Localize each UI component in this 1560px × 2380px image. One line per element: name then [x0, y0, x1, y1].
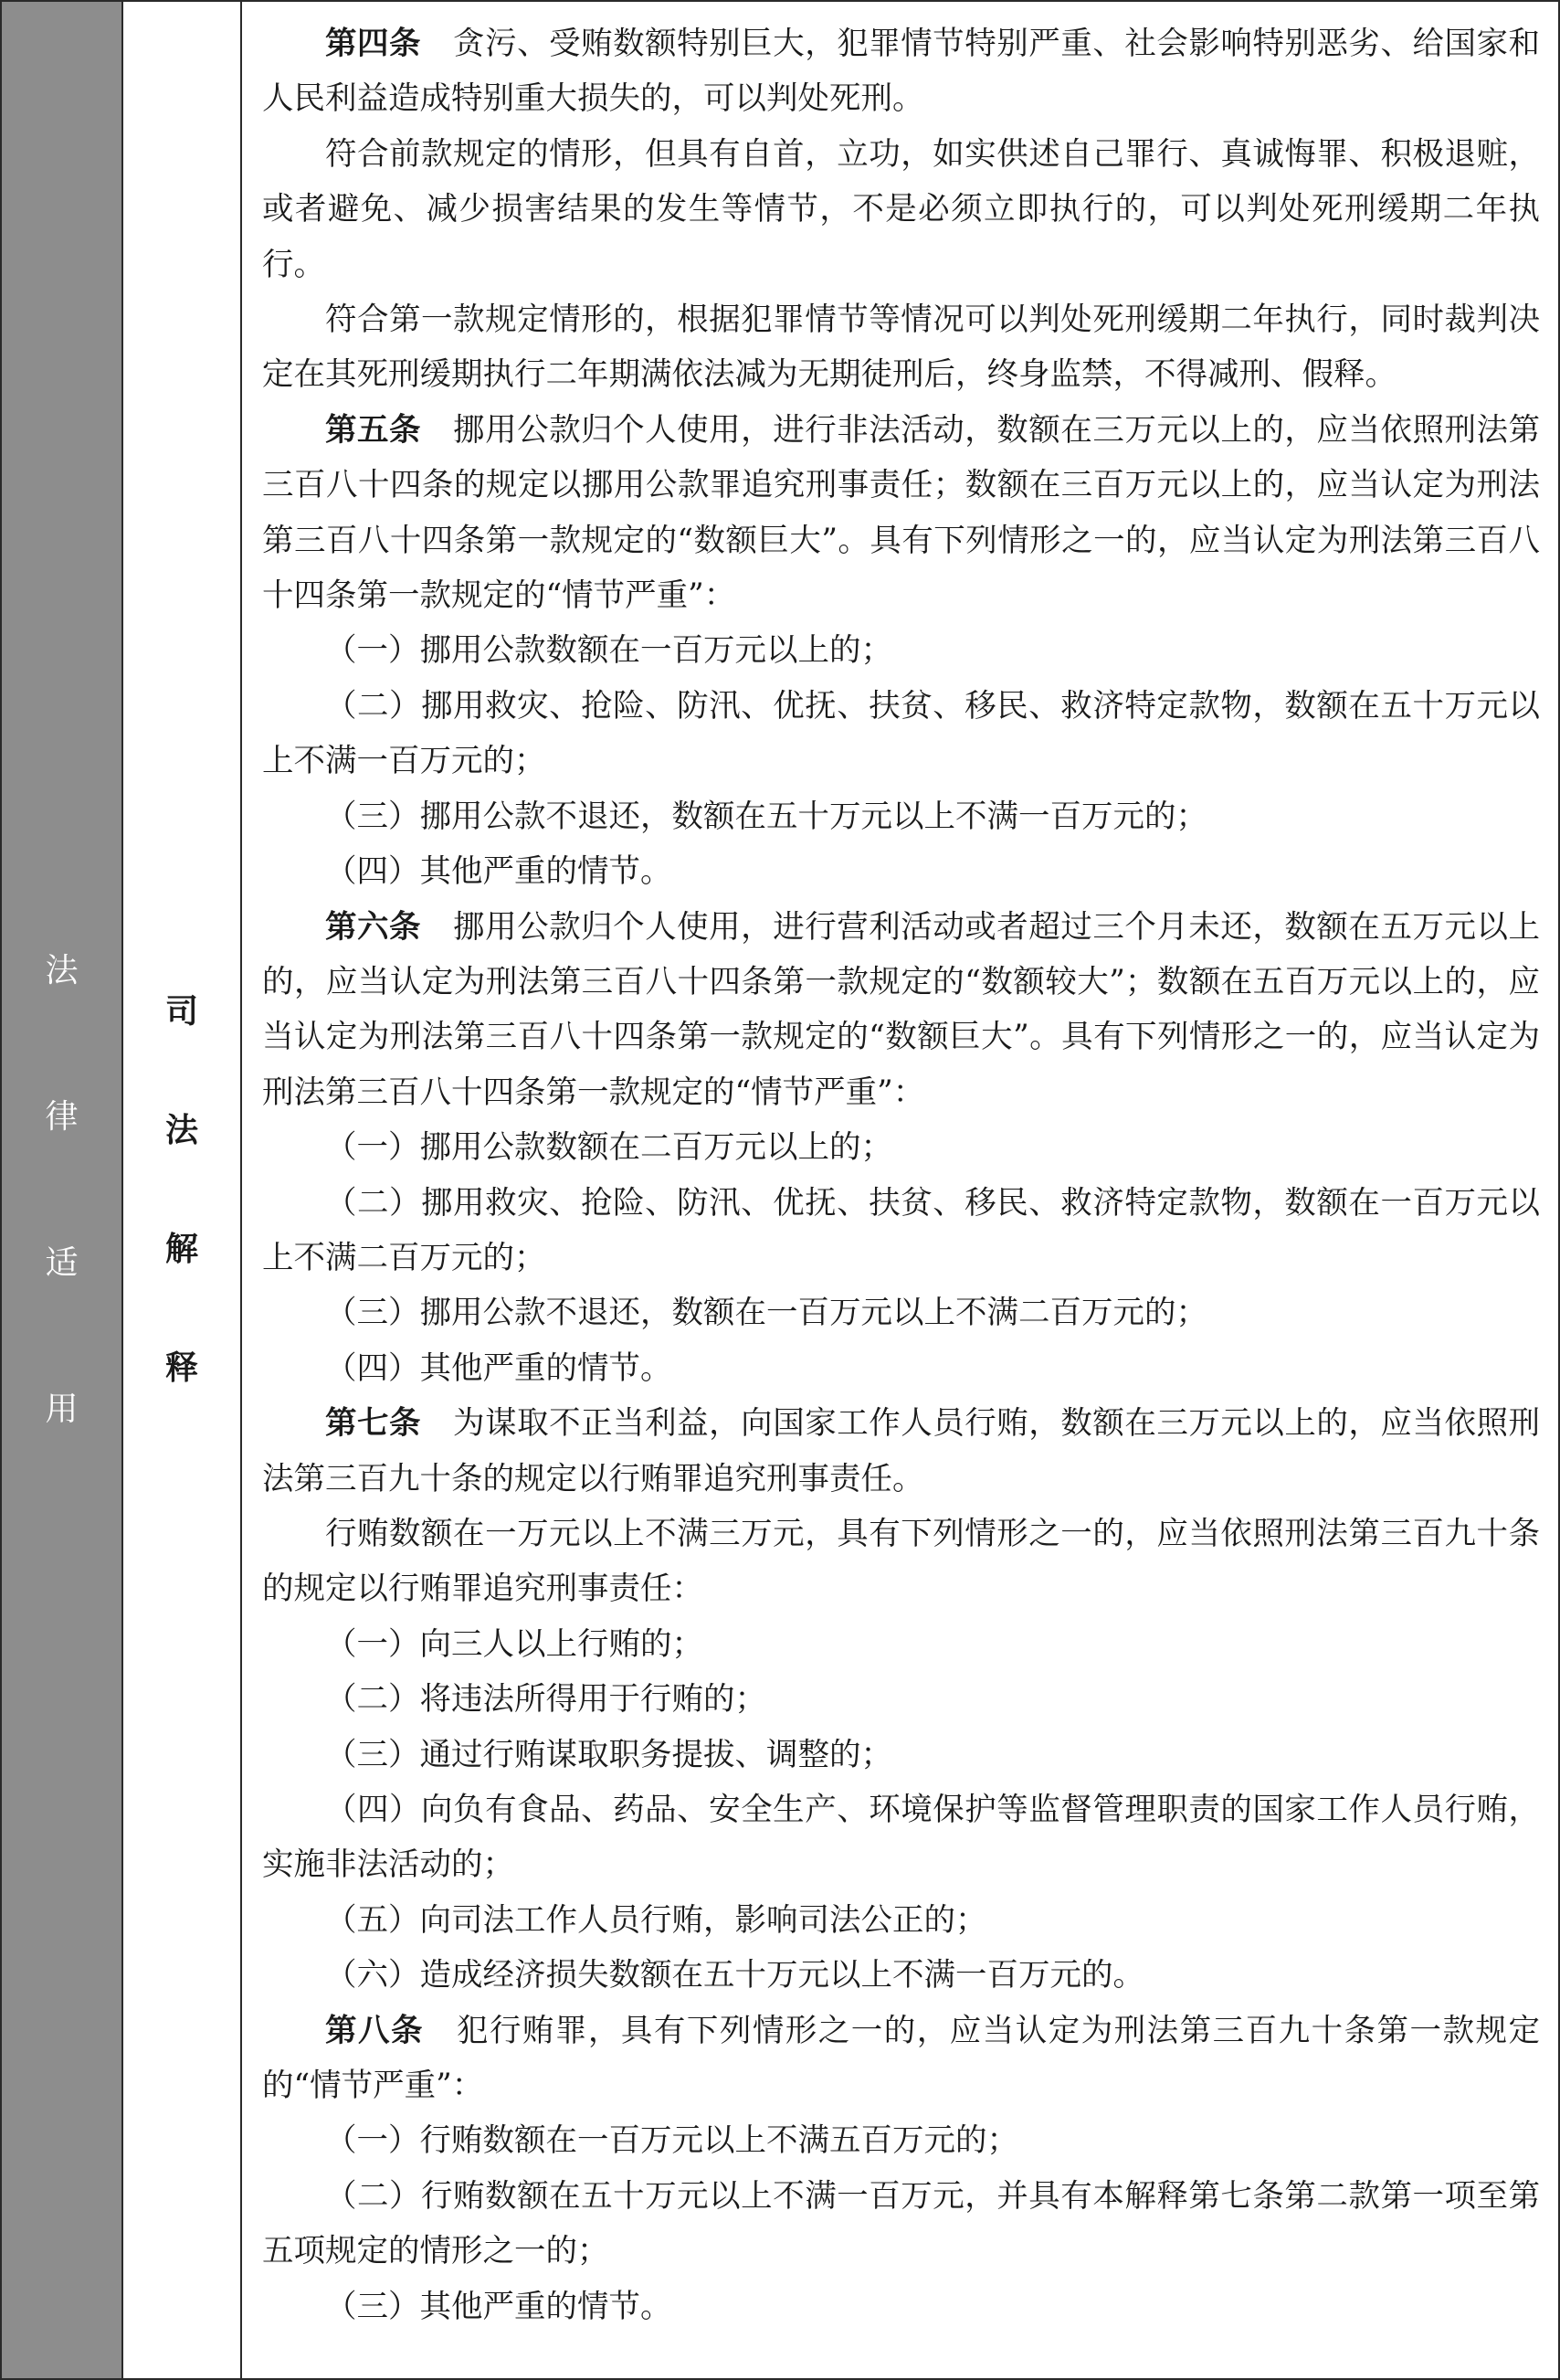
paragraph [262, 1728, 1540, 1782]
paragraph [262, 1120, 1540, 1175]
paragraph-text: （一）行贿数额在一百万元以上不满五百万元的； [325, 2122, 1018, 2160]
article-paragraph [262, 900, 1540, 1121]
paragraph-text: （二）将违法所得用于行贿的； [325, 1681, 766, 1719]
paragraph-text: 贪污、受贿数额特别巨大，犯罪情节特别严重、社会影响特别恶劣、给国家和人民利益造成特别重大损失的，可以判处死刑。 [262, 26, 1541, 118]
article-number: 第五条 [325, 411, 422, 449]
paragraph [262, 2113, 1540, 2168]
paragraph [262, 127, 1540, 292]
paragraph-text: （三）挪用公款不退还，数额在一百万元以上不满二百万元的； [325, 1295, 1207, 1332]
paragraph-text: （四）其他严重的情节。 [325, 1349, 672, 1387]
paragraph [262, 1507, 1540, 1617]
category-char: 律 [45, 1097, 79, 1136]
paragraph-text: （二）挪用救灾、抢险、防汛、优抚、扶贫、移民、救济特定款物，数额在一百万元以上不满二百万元的； [262, 1184, 1540, 1276]
paragraph [262, 1782, 1540, 1893]
paragraph-text: （三）通过行贿谋取职务提拔、调整的； [325, 1736, 892, 1773]
paragraph-text: （二）挪用救灾、抢险、防汛、优抚、扶贫、移民、救济特定款物，数额在五十万元以上不满一百万元的； [262, 687, 1540, 780]
paragraph [262, 292, 1540, 403]
paragraph-text: （六）造成经济损失数额在五十万元以上不满一百万元的。 [325, 1957, 1144, 1994]
article-paragraph [262, 403, 1540, 624]
paragraph-text: 符合第一款规定情形的，根据犯罪情节等情况可以判处死刑缓期二年执行，同时裁判决定在其死刑缓期执行二年期满依法减为无期徒刑后，终身监禁，不得减刑、假释。 [262, 301, 1540, 394]
paragraph-text: 行贿数额在一万元以上不满三万元，具有下列情形之一的，应当依照刑法第三百九十条的规定以行贿罪追究刑事责任： [262, 1515, 1540, 1608]
subcategory-column-judicial-interpretation [123, 2, 242, 2378]
paragraph-text: （一）向三人以上行贿的； [325, 1625, 703, 1663]
paragraph [262, 679, 1540, 789]
category-char: 用 [45, 1390, 79, 1428]
paragraph-text: 挪用公款归个人使用，进行营利活动或者超过三个月未还，数额在五万元以上的，应当认定为刑法第三百八十四条第一款规定的“数额较大”；数额在五百万元以上的，应当认定为刑法第三百八十四条第一款规定的“数额巨大”。具有下列情形之一的，应当认定为刑法第三百八十四条第一款规定的“情节严重”： [262, 908, 1541, 1111]
article-number: 第六条 [325, 908, 422, 946]
subcategory-char: 司 [164, 992, 198, 1031]
category-char: 法 [45, 951, 79, 989]
article-paragraph [262, 16, 1540, 127]
paragraph-text: （四）向负有食品、药品、安全生产、环境保护等监督管理职责的国家工作人员行贿，实施非法活动的； [262, 1792, 1540, 1884]
category-char: 适 [45, 1243, 79, 1282]
paragraph [262, 2280, 1540, 2334]
paragraph-text: （一）挪用公款数额在一百万元以上的； [325, 632, 892, 670]
paragraph-text: （一）挪用公款数额在二百万元以上的； [325, 1129, 892, 1167]
paragraph-text: （三）其他严重的情节。 [325, 2288, 672, 2325]
article-paragraph [262, 1396, 1540, 1507]
paragraph [262, 789, 1540, 844]
paragraph-text: （二）行贿数额在五十万元以上不满一百万元，并具有本解释第七条第二款第一项至第五项规定的情形之一的； [262, 2177, 1540, 2270]
paragraph [262, 1176, 1540, 1286]
article-number: 第八条 [325, 2012, 424, 2049]
subcategory-char: 释 [164, 1349, 198, 1387]
paragraph [262, 1285, 1540, 1340]
subcategory-char: 法 [164, 1111, 198, 1149]
article-number: 第七条 [325, 1405, 422, 1443]
paragraph-text: （五）向司法工作人员行贿，影响司法公正的； [325, 1901, 987, 1939]
paragraph-text: 为谋取不正当利益，向国家工作人员行贿，数额在三万元以上的，应当依照刑法第三百九十条的规定以行贿罪追究刑事责任。 [262, 1405, 1541, 1497]
subcategory-char: 解 [164, 1230, 198, 1268]
paragraph-text: 犯行贿罪，具有下列情形之一的，应当认定为刑法第三百九十条第一款规定的“情节严重”： [262, 2012, 1541, 2105]
paragraph [262, 1893, 1540, 1948]
paragraph [262, 2169, 1540, 2280]
paragraph [262, 1617, 1540, 1672]
paragraph-text: （三）挪用公款不退还，数额在五十万元以上不满一百万元的； [325, 798, 1207, 835]
paragraph-text: （四）其他严重的情节。 [325, 853, 672, 891]
paragraph [262, 1948, 1540, 2003]
category-column-legal-application [2, 2, 123, 2378]
paragraph [262, 1341, 1540, 1396]
article-number: 第四条 [325, 26, 422, 62]
article-paragraph [262, 2004, 1540, 2114]
paragraph-text: 符合前款规定的情形，但具有自首，立功，如实供述自己罪行、真诚悔罪、积极退赃，或者避免、减少损害结果的发生等情节，不是必须立即执行的，可以判处死刑缓期二年执行。 [262, 135, 1540, 283]
interpretation-text [242, 2, 1558, 2378]
paragraph [262, 1672, 1540, 1727]
paragraph [262, 844, 1540, 899]
paragraph-text: 挪用公款归个人使用，进行非法活动，数额在三万元以上的，应当依照刑法第三百八十四条的规定以挪用公款罪追究刑事责任；数额在三百万元以上的，应当认定为刑法第三百八十四条第一款规定的“数额巨大”。具有下列情形之一的，应当认定为刑法第三百八十四条第一款规定的“情节严重”： [262, 411, 1541, 615]
paragraph [262, 623, 1540, 678]
